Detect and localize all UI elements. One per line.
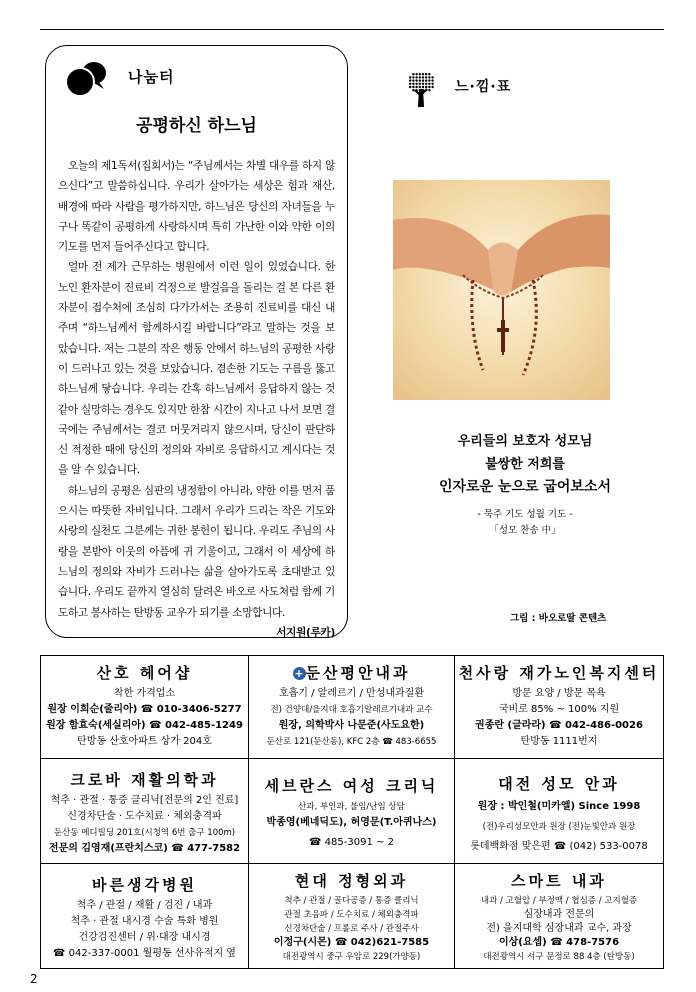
ad-card [455, 864, 663, 968]
ad-name: 크로바 재활의학과 [70, 771, 219, 789]
ad-line: 방문 요양 / 방문 목욕 [512, 688, 606, 699]
article-paragraph: 얼마 전 제가 근무하는 병원에서 이런 일이 있었습니다. 한 노인 환자분이 진료비 걱정으로 발걸음을 돌리는 걸 본 다른 환자분이 접수처에 조심히 다가가서는 조용히 진료비를 대신 내주며 “하느님께서 함께하시길 바랍니다”라고 말하는 것을 보았습니다. 저는 그분의 작은 행동 안에서 하느님의 공평한 사랑이 드러나고 있는 것을 보았습니다. 겸손한 기도는 구름을 뚫고 하느님께 닿습니다. 우리는 간혹 하느님께서 응답하지 않는 것 같아 실망하는 경우도 있지만 한참 시간이 지나고 나서 보면 결국에는 주님께서는 결코 머뭇거리지 않으시며, 당신이 판단하신 적정한 때에 당신의 정의와 자비로 응답하시고 계시다는 것을 알 수 있습니다. [58, 261, 335, 477]
tree-icon [403, 68, 439, 108]
ad-name: 현대 정형외과 [294, 872, 409, 890]
ad-name: 세브란스 여성 크리닉 [264, 777, 439, 795]
author: 서지원(루카) [276, 626, 335, 639]
ad-line: 척추 / 관절 / 골다공증 / 통증 클리닉 [284, 896, 419, 906]
ad-card [41, 656, 249, 759]
ad-line: 착한 가격업소 [113, 688, 176, 699]
medical-cross-icon: + [294, 667, 304, 680]
ad-card [249, 864, 455, 968]
ad-name: 천사랑 재가노인복지센터 [458, 664, 660, 682]
ad-name: 스마트 내과 [511, 872, 607, 890]
top-rule [40, 29, 664, 30]
ad-card [249, 656, 455, 759]
ad-card [455, 656, 663, 759]
ad-line: 둔산동 메디빌딩 201호(시청역 6번 출구 100m) [53, 828, 236, 838]
ad-line: 건강검진센터 / 위·대장 내시경 [78, 932, 211, 943]
ad-line: 이정구(시몬) ☎ 042)621-7585 [273, 937, 430, 948]
article-paragraph [58, 481, 335, 639]
ad-line: 신경차단술 / 프롤로 주사 / 관절주사 [284, 924, 419, 934]
ad-line: 둔산로 121(둔산동), KFC 2층 ☎ 483-6655 [266, 737, 437, 747]
ads-grid [40, 655, 664, 969]
ad-name: 바른생각병원 [92, 876, 197, 894]
ad-line: 롯데백화점 맞은편 ☎ (042) 533-0078 [470, 841, 648, 852]
page-number: 2 [30, 972, 38, 986]
ad-line: 전) 건양대/을지대 호흡기알레르기내과 교수 [270, 705, 433, 715]
ad-line: 박종영(베네딕도), 허영문(T.아퀴나스) [266, 817, 437, 828]
ad-line: 국비로 85% ~ 100% 지원 [498, 704, 620, 715]
ad-line: ☎ 042-337-0001 월평동 선사유적지 옆 [53, 948, 236, 959]
ad-line: 원장 이희순(줄리아) ☎ 010-3406-5277 [47, 704, 242, 715]
article-paragraph: 오늘의 제1독서(집회서)는 “주님께서는 차별 대우를 하지 않으신다”고 말씀하십니다. 우리가 살아가는 세상은 힘과 재산, 배경에 따라 사람을 평가하지만, 하느님은 당신의 자녀들을 누구나 똑같이 공평하게 사랑하시며 특히 가난한 이와 약한 이의 기도를 먼저 들어주신다고 합니다. [58, 160, 335, 254]
section-title: 느·낌·표 [455, 79, 512, 95]
paragraph-text: 하느님의 공평은 심판의 냉정함이 아니라, 약한 이를 먼저 품으시는 따뜻한 자비입니다. 그래서 우리가 드리는 작은 기도와 사랑의 실천도 그분께는 귀한 봉헌이 됩니다. 우리도 주님의 사랑을 본받아 이웃의 아픔에 귀 기울이고, 그래서 이 세상에 하느님의 정의와 자비가 드러나는 삶을 살아가도록 초대받고 있습니다. 우리도 끝까지 열심히 달려온 바오로 사도처럼 함께 기도하고 봉사하는 탄방동 교우가 되기를 소망합니다. [58, 484, 335, 619]
ad-line: 원장 : 박인철(미카엘) Since 1998 [477, 801, 641, 812]
sharing-column [45, 45, 348, 638]
ad-line: ☎ 485-3091 ~ 2 [309, 837, 394, 848]
section-title: 나눔터 [128, 68, 175, 86]
ad-name [249, 662, 454, 684]
ad-name: 산호 헤어샵 [96, 664, 193, 682]
ad-line: 이상(요셉) ☎ 478-7576 [498, 937, 620, 948]
ad-card [41, 759, 249, 864]
praying-hands-rosary-painting [393, 180, 610, 400]
ad-line: 심장내과 전문의 [523, 909, 595, 920]
verse-line: 우리들의 보호자 성모님 [457, 434, 593, 449]
ad-line: 원장, 의학박사 나문준(사도요한) [278, 720, 425, 731]
speech-bubbles-icon [64, 59, 108, 99]
ad-line: 탄방동 1111번지 [520, 736, 598, 747]
ad-line: 신경차단술 · 도수치료 · 체외충격파 [67, 811, 222, 822]
ad-line: 척추 / 관절 / 재활 / 검진 / 내과 [76, 900, 213, 911]
verse-source-detail: 「성모 찬송 中」 [489, 525, 561, 536]
ad-line: 전) 을지대학 심장내과 교수, 과장 [486, 923, 632, 934]
ad-line: 척추 · 관절 내시경 수술 특화 병원 [70, 916, 219, 927]
ad-line: 관절 초음파 / 도수치료 / 체외충격파 [284, 910, 419, 920]
ad-line: (전)우리성모안과 원장 (전)눈빛안과 원장 [482, 822, 636, 832]
ad-name: 대전 성모 안과 [498, 775, 620, 793]
ad-card [41, 864, 249, 968]
ad-line: 대전광역시 서구 문정로 88 4층 (탄방동) [483, 952, 635, 962]
ad-line: 산과, 부인과, 불임/난임 상담 [298, 802, 405, 812]
ad-line: 탄방동 산호아파트 상가 204호 [77, 736, 212, 747]
article-body [58, 156, 335, 643]
ad-line: 원장 함효숙(세실리아) ☎ 042-485-1249 [46, 720, 243, 731]
ad-line: 대전광역시 중구 우암로 229(가양동) [282, 952, 421, 962]
ad-line: 호흡기 / 알레르기 / 만성내과질환 [278, 688, 425, 699]
verse-line: 인자로운 눈으로 굽어보소서 [438, 479, 612, 495]
ad-name-text: 둔산평안내과 [305, 664, 411, 682]
ad-card [455, 759, 663, 864]
ad-card [249, 759, 455, 864]
verse-line: 불쌍한 저희를 [485, 457, 565, 472]
article-title: 공평하신 하느님 [136, 116, 257, 136]
ad-line: 권종란 (글라라) ☎ 042-486-0026 [475, 720, 643, 731]
verse-source: - 묵주 기도 성월 기도 - [477, 509, 573, 520]
ad-line: 내과 / 고혈압 / 부정맥 / 협심증 / 고지혈증 [480, 896, 638, 906]
image-credit: 그림 : 바오로딸 콘텐츠 [510, 613, 607, 624]
ad-line: 전문의 김영재(프란치스코) ☎ 477-7582 [48, 843, 241, 854]
ad-line: 척추 · 관절 · 통증 클리닉[전문의 2인 진료] [50, 795, 239, 806]
